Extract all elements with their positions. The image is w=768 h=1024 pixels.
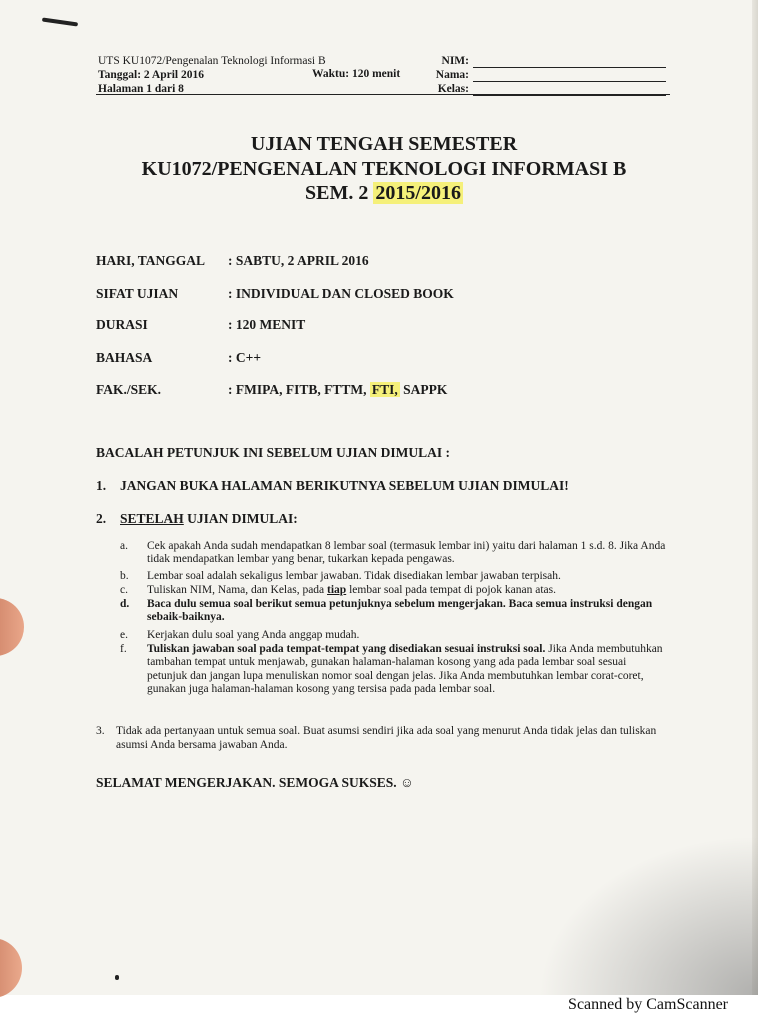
class-label: Kelas: <box>437 83 469 95</box>
info-value: : C++ <box>228 350 262 365</box>
page-line: Halaman 1 dari 8 <box>98 83 184 95</box>
sub-text: Kerjakan dulu soal yang Anda anggap mudah. <box>147 629 360 641</box>
name-field[interactable] <box>473 69 666 82</box>
faculty-last: SAPPK <box>399 382 448 397</box>
info-key: BAHASA <box>96 350 153 365</box>
course-line: UTS KU1072/Pengenalan Teknologi Informasi B <box>98 55 326 67</box>
sub-marker: d. <box>120 598 130 610</box>
info-key: SIFAT UJIAN <box>96 286 179 301</box>
item-rest: UJIAN DIMULAI: <box>183 511 298 526</box>
sub-text-bold: Tuliskan jawaban soal pada tempat-tempat yang disediakan sesuai instruksi soal. <box>147 643 546 655</box>
academic-year-highlight: 2015/2016 <box>375 182 461 204</box>
instructions-heading: BACALAH PETUNJUK INI SEBELUM UJIAN DIMULAI : <box>96 445 451 460</box>
title-line-1: UJIAN TENGAH SEMESTER <box>250 133 518 155</box>
sub-marker: e. <box>120 629 128 641</box>
semester-prefix: SEM. 2 <box>305 182 374 204</box>
sub-text: Lembar soal adalah sekaligus lembar jawaban. Tidak disediakan lembar jawaban terpisah. <box>147 570 561 582</box>
instruction-1 <box>96 478 569 494</box>
item-text: Tidak ada pertanyaan untuk semua soal. Buat asumsi sendiri jika ada soal yang menurut Anda tidak jelas dan tuliskan asumsi Anda bersama jawaban Anda. <box>116 725 657 751</box>
info-key: DURASI <box>96 317 148 332</box>
name-row <box>432 68 666 82</box>
info-key: HARI, TANGGAL <box>96 253 206 268</box>
exam-header-left <box>98 54 326 96</box>
info-value <box>228 382 447 398</box>
underlined-word: SETELAH <box>120 511 184 526</box>
title-line-3 <box>0 182 768 205</box>
sub-marker: b. <box>120 570 129 582</box>
sub-text <box>147 584 667 597</box>
faculty-list: : FMIPA, FITB, FTTM, <box>228 382 370 397</box>
emphasis-word: tiap <box>327 584 347 596</box>
info-value: : INDIVIDUAL DAN CLOSED BOOK <box>228 286 454 301</box>
date-line: Tanggal: 2 April 2016 <box>98 69 204 81</box>
info-key: FAK./SEK. <box>96 382 162 397</box>
nim-row <box>432 54 666 68</box>
sub-marker: f. <box>120 643 127 655</box>
sub-text: Cek apakah Anda sudah mendapatkan 8 lembar soal (termasuk lembar ini) yaitu dari halaman 1 s.d. 8. Jika Anda tidak mendapatkan lembar yang benar, tukarkan kepada pengawas. <box>147 540 666 566</box>
sub-text: Baca dulu semua soal berikut semua petunjuknya sebelum mengerjakan. Baca semua instruksi dengan sebaik-baiknya. <box>147 598 653 624</box>
name-label: Nama: <box>435 69 469 81</box>
item-number: 2. <box>96 511 107 526</box>
sub-text <box>147 643 667 697</box>
exam-header-right <box>432 54 666 96</box>
item-number: 1. <box>96 478 107 493</box>
scanner-watermark: Scanned by CamScanner <box>568 996 728 1013</box>
time-line: Waktu: 120 menit <box>312 68 401 80</box>
scan-shadow <box>538 835 758 995</box>
info-value: : 120 MENIT <box>228 317 306 332</box>
ink-dot <box>115 975 119 980</box>
title-line-2: KU1072/PENGENALAN TEKNOLOGI INFORMASI B <box>141 158 627 180</box>
item-text <box>120 511 298 527</box>
item-number: 3. <box>96 725 105 737</box>
sub-text-rest: Jika Anda membutuhkan tambahan tempat untuk menjawab, gunakan halaman-halaman kosong yang ada pada lembar soal sesuai petunjuk dan jangan lupa menuliskan nomor soal dengan jelas. Jika Anda membutuhkan lembar corat-coret, gunakan juga halaman-halaman kosong yang tersisa pada pada lembar soal. <box>147 643 663 696</box>
sub-marker: c. <box>120 584 128 596</box>
closing-message: SELAMAT MENGERJAKAN. SEMOGA SUKSES. ☺ <box>96 775 414 790</box>
instruction-2 <box>96 511 298 527</box>
sub-text-prefix: Tuliskan NIM, Nama, dan Kelas, pada <box>147 584 328 596</box>
nim-label: NIM: <box>441 55 469 67</box>
item-text: JANGAN BUKA HALAMAN BERIKUTNYA SEBELUM UJIAN DIMULAI! <box>120 478 569 493</box>
faculty-highlight: FTI, <box>371 382 398 397</box>
info-value: : SABTU, 2 APRIL 2016 <box>228 253 369 268</box>
sub-text-suffix: lembar soal pada tempat di pojok kanan atas. <box>346 584 557 596</box>
nim-field[interactable] <box>473 55 666 68</box>
sub-marker: a. <box>120 540 128 552</box>
header-divider <box>96 94 670 95</box>
